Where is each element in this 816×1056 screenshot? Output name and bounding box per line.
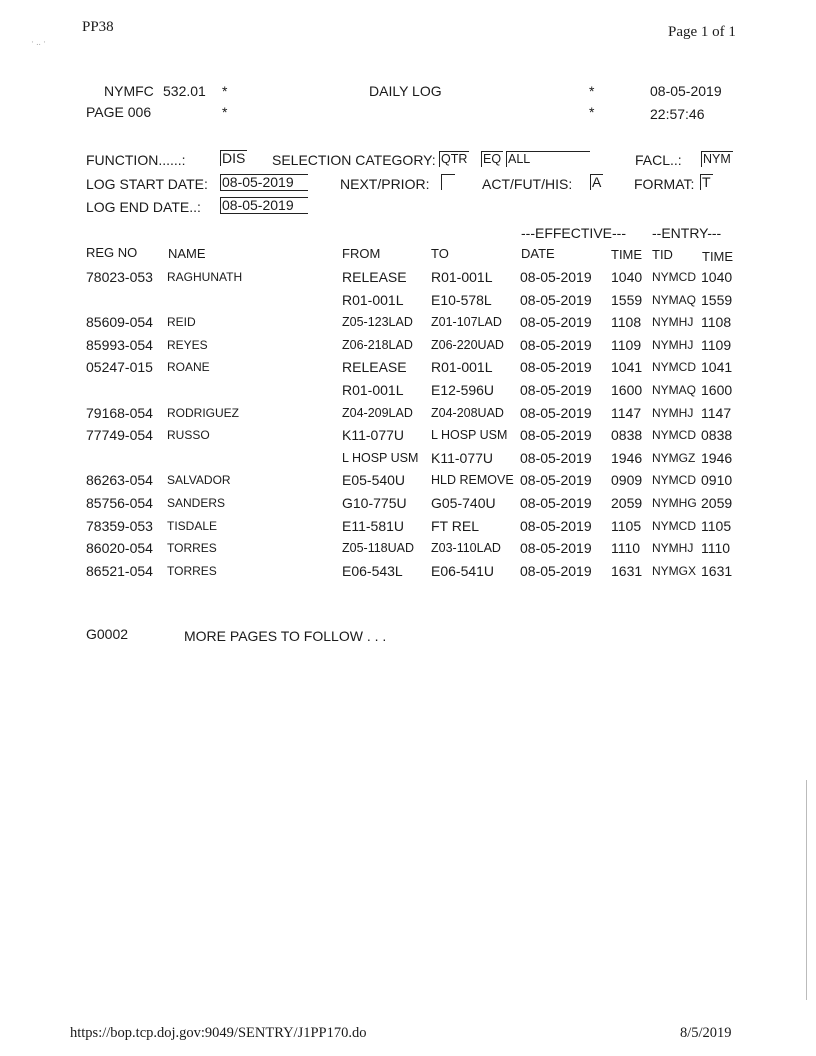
cell-to: R01-001L (431, 359, 493, 375)
cell-from: RELEASE (342, 359, 407, 375)
cell-to: K11-077U (431, 450, 494, 466)
cell-reg-no: 78359-053 (86, 518, 153, 534)
cell-date: 08-05-2019 (520, 382, 592, 398)
cell-date: 08-05-2019 (520, 405, 592, 421)
cell-date: 08-05-2019 (520, 495, 592, 511)
cell-time: 1105 (611, 518, 642, 534)
cell-to: L HOSP USM (431, 428, 508, 442)
next-prior-label: NEXT/PRIOR: (340, 176, 430, 192)
cell-entry-time: 1559 (701, 292, 733, 308)
cell-time: 1147 (611, 405, 642, 421)
cell-time: 1040 (611, 269, 643, 285)
cell-date: 08-05-2019 (520, 269, 592, 285)
cell-name: TORRES (167, 541, 217, 555)
cell-name: ROANE (167, 360, 210, 374)
cell-from: E05-540U (342, 472, 406, 488)
cell-date: 08-05-2019 (520, 314, 592, 330)
cell-reg-no: 86263-054 (86, 472, 153, 488)
cell-date: 08-05-2019 (520, 540, 592, 556)
cell-tid: NYMAQ (652, 383, 697, 397)
cell-time: 1109 (611, 337, 642, 353)
cell-date: 08-05-2019 (520, 359, 592, 375)
cell-time: 1946 (611, 450, 643, 466)
facl-field[interactable]: NYM (703, 152, 731, 166)
header-star-4: * (589, 104, 595, 120)
cell-date: 08-05-2019 (520, 563, 592, 579)
cell-date: 08-05-2019 (520, 518, 592, 534)
cell-tid: NYMAQ (652, 293, 697, 307)
cell-name: SALVADOR (167, 473, 231, 487)
cell-entry-time: 1147 (701, 405, 732, 421)
cell-tid: NYMHJ (652, 315, 694, 329)
table-row (0, 427, 816, 449)
scan-edge-line (806, 780, 807, 1000)
cell-from: Z05-123LAD (342, 315, 413, 329)
cell-time: 0838 (611, 427, 643, 443)
header-star-3: * (222, 104, 228, 120)
cell-from: R01-001L (342, 382, 404, 398)
cell-reg-no: 77749-054 (86, 427, 153, 443)
message-code: G0002 (86, 626, 129, 642)
act-fut-his-label: ACT/FUT/HIS: (482, 176, 573, 192)
cell-entry-time: 0910 (701, 472, 733, 488)
col-header-reg-no: REG NO (86, 245, 138, 260)
log-title: DAILY LOG (369, 83, 442, 99)
table-row (0, 314, 816, 336)
cell-tid: NYMGZ (652, 451, 696, 465)
col-header-time: TIME (611, 247, 643, 262)
cell-from: RELEASE (342, 269, 407, 285)
function-field[interactable]: DIS (222, 150, 246, 166)
header-star-1: * (222, 83, 228, 99)
cell-tid: NYMCD (652, 473, 696, 487)
cell-reg-no: 79168-054 (86, 405, 153, 421)
more-pages-message: MORE PAGES TO FOLLOW . . . (184, 628, 387, 644)
selection-field-3[interactable]: ALL (506, 151, 590, 167)
cell-entry-time: 1600 (701, 382, 733, 398)
log-time: 22:57:46 (650, 106, 705, 122)
cell-tid: NYMHJ (652, 338, 694, 352)
header-star-2: * (589, 83, 595, 99)
cell-from: E11-581U (342, 518, 405, 534)
page-url: https://bop.tcp.doj.gov:9049/SENTRY/J1PP170.do (70, 1025, 367, 1041)
cell-time: 0909 (611, 472, 643, 488)
cell-time: 1108 (611, 314, 642, 330)
selection-field-2[interactable]: EQ (483, 152, 502, 166)
cell-reg-no: 85609-054 (86, 314, 153, 330)
cell-tid: NYMHJ (652, 406, 694, 420)
group-header-effective: ---EFFECTIVE--- (521, 225, 626, 241)
function-label: FUNCTION......: (86, 152, 186, 168)
system-name: NYMFC (104, 83, 154, 99)
cell-date: 08-05-2019 (520, 292, 592, 308)
cell-name: REYES (167, 338, 208, 352)
cell-to: G05-740U (431, 495, 496, 511)
cell-from: L HOSP USM (342, 451, 419, 465)
col-header-from: FROM (342, 246, 381, 261)
cell-reg-no: 85756-054 (86, 495, 153, 511)
table-row (0, 472, 816, 494)
table-row (0, 292, 816, 314)
cell-name: SANDERS (167, 496, 226, 510)
cell-time: 1559 (611, 292, 643, 308)
page-label: PAGE 006 (86, 104, 152, 120)
selection-field-1[interactable]: QTR (441, 152, 468, 166)
table-row (0, 540, 816, 562)
cell-time: 1041 (611, 359, 643, 375)
cell-name: RUSSO (167, 428, 210, 442)
col-header-date: DATE (521, 246, 555, 261)
cell-time: 1631 (611, 563, 643, 579)
cell-from: Z05-118UAD (342, 541, 415, 555)
col-header-tid: TID (652, 247, 673, 262)
cell-entry-time: 1108 (701, 314, 732, 330)
cell-name: TORRES (167, 564, 217, 578)
cell-to: E10-578L (431, 292, 492, 308)
cell-entry-time: 1946 (701, 450, 733, 466)
next-prior-field[interactable] (441, 174, 455, 193)
cell-tid: NYMCD (652, 270, 696, 284)
cell-reg-no: 86020-054 (86, 540, 153, 556)
cell-name: RAGHUNATH (167, 270, 243, 284)
table-row (0, 518, 816, 540)
cell-time: 1110 (611, 540, 641, 556)
cell-to: FT REL (431, 518, 479, 534)
cell-entry-time: 1109 (701, 337, 732, 353)
cell-tid: NYMHG (652, 496, 697, 510)
system-code: 532.01 (163, 83, 206, 99)
table-row (0, 359, 816, 381)
cell-entry-time: 1631 (701, 563, 733, 579)
cell-to: Z04-208UAD (431, 406, 504, 420)
cell-to: Z01-107LAD (431, 315, 502, 329)
cell-tid: NYMGX (652, 564, 697, 578)
cell-time: 2059 (611, 495, 643, 511)
table-row (0, 563, 816, 585)
cell-date: 08-05-2019 (520, 450, 592, 466)
cell-tid: NYMCD (652, 519, 696, 533)
cell-from: G10-775U (342, 495, 407, 511)
group-header-entry: --ENTRY--- (652, 225, 722, 241)
cell-tid: NYMCD (652, 360, 696, 374)
cell-entry-time: 1105 (701, 518, 732, 534)
table-row (0, 405, 816, 427)
log-end-label: LOG END DATE..: (86, 199, 201, 215)
cell-time: 1600 (611, 382, 643, 398)
log-start-label: LOG START DATE: (86, 176, 208, 192)
cell-name: TISDALE (167, 519, 218, 533)
cell-name: RODRIGUEZ (167, 406, 239, 420)
cell-entry-time: 1110 (701, 540, 731, 556)
cell-name: REID (167, 315, 196, 329)
cell-date: 08-05-2019 (520, 427, 592, 443)
cell-from: E06-543L (342, 563, 403, 579)
cell-to: Z03-110LAD (431, 541, 501, 555)
cell-to: Z06-220UAD (431, 338, 504, 352)
col-header-name: NAME (168, 246, 206, 261)
cell-entry-time: 1041 (701, 359, 733, 375)
cell-from: K11-077U (342, 427, 405, 443)
cell-to: E06-541U (431, 563, 495, 579)
page-number: Page 1 of 1 (668, 24, 736, 40)
print-date: 8/5/2019 (680, 1025, 732, 1041)
table-row (0, 337, 816, 359)
log-end-field[interactable]: 08-05-2019 (220, 197, 308, 214)
log-start-field[interactable]: 08-05-2019 (220, 174, 308, 191)
scan-specks: · .. · (31, 37, 46, 47)
table-row (0, 450, 816, 472)
cell-reg-no: 85993-054 (86, 337, 153, 353)
table-row (0, 382, 816, 404)
cell-to: E12-596U (431, 382, 495, 398)
table-row (0, 269, 816, 291)
cell-to: HLD REMOVE (431, 473, 514, 487)
cell-tid: NYMHJ (652, 541, 694, 555)
col-header-entry-time: TIME (702, 249, 734, 264)
cell-entry-time: 0838 (701, 427, 733, 443)
table-row (0, 495, 816, 517)
cell-date: 08-05-2019 (520, 472, 592, 488)
cell-date: 08-05-2019 (520, 337, 592, 353)
act-fut-his-field[interactable]: A (592, 174, 602, 190)
cell-from: Z06-218LAD (342, 338, 413, 352)
selection-category-label: SELECTION CATEGORY: (272, 152, 436, 168)
cell-from: R01-001L (342, 292, 404, 308)
cell-reg-no: 05247-015 (86, 359, 153, 375)
format-field[interactable]: T (702, 174, 711, 190)
log-date: 08-05-2019 (650, 83, 722, 99)
cell-to: R01-001L (431, 269, 493, 285)
cell-reg-no: 78023-053 (86, 269, 153, 285)
col-header-to: TO (431, 246, 449, 261)
cell-entry-time: 2059 (701, 495, 733, 511)
cell-reg-no: 86521-054 (86, 563, 153, 579)
page-stamp: PP38 (82, 19, 114, 35)
format-label: FORMAT: (634, 176, 695, 192)
cell-entry-time: 1040 (701, 269, 733, 285)
cell-from: Z04-209LAD (342, 406, 413, 420)
cell-tid: NYMCD (652, 428, 696, 442)
facl-label: FACL..: (635, 152, 682, 168)
